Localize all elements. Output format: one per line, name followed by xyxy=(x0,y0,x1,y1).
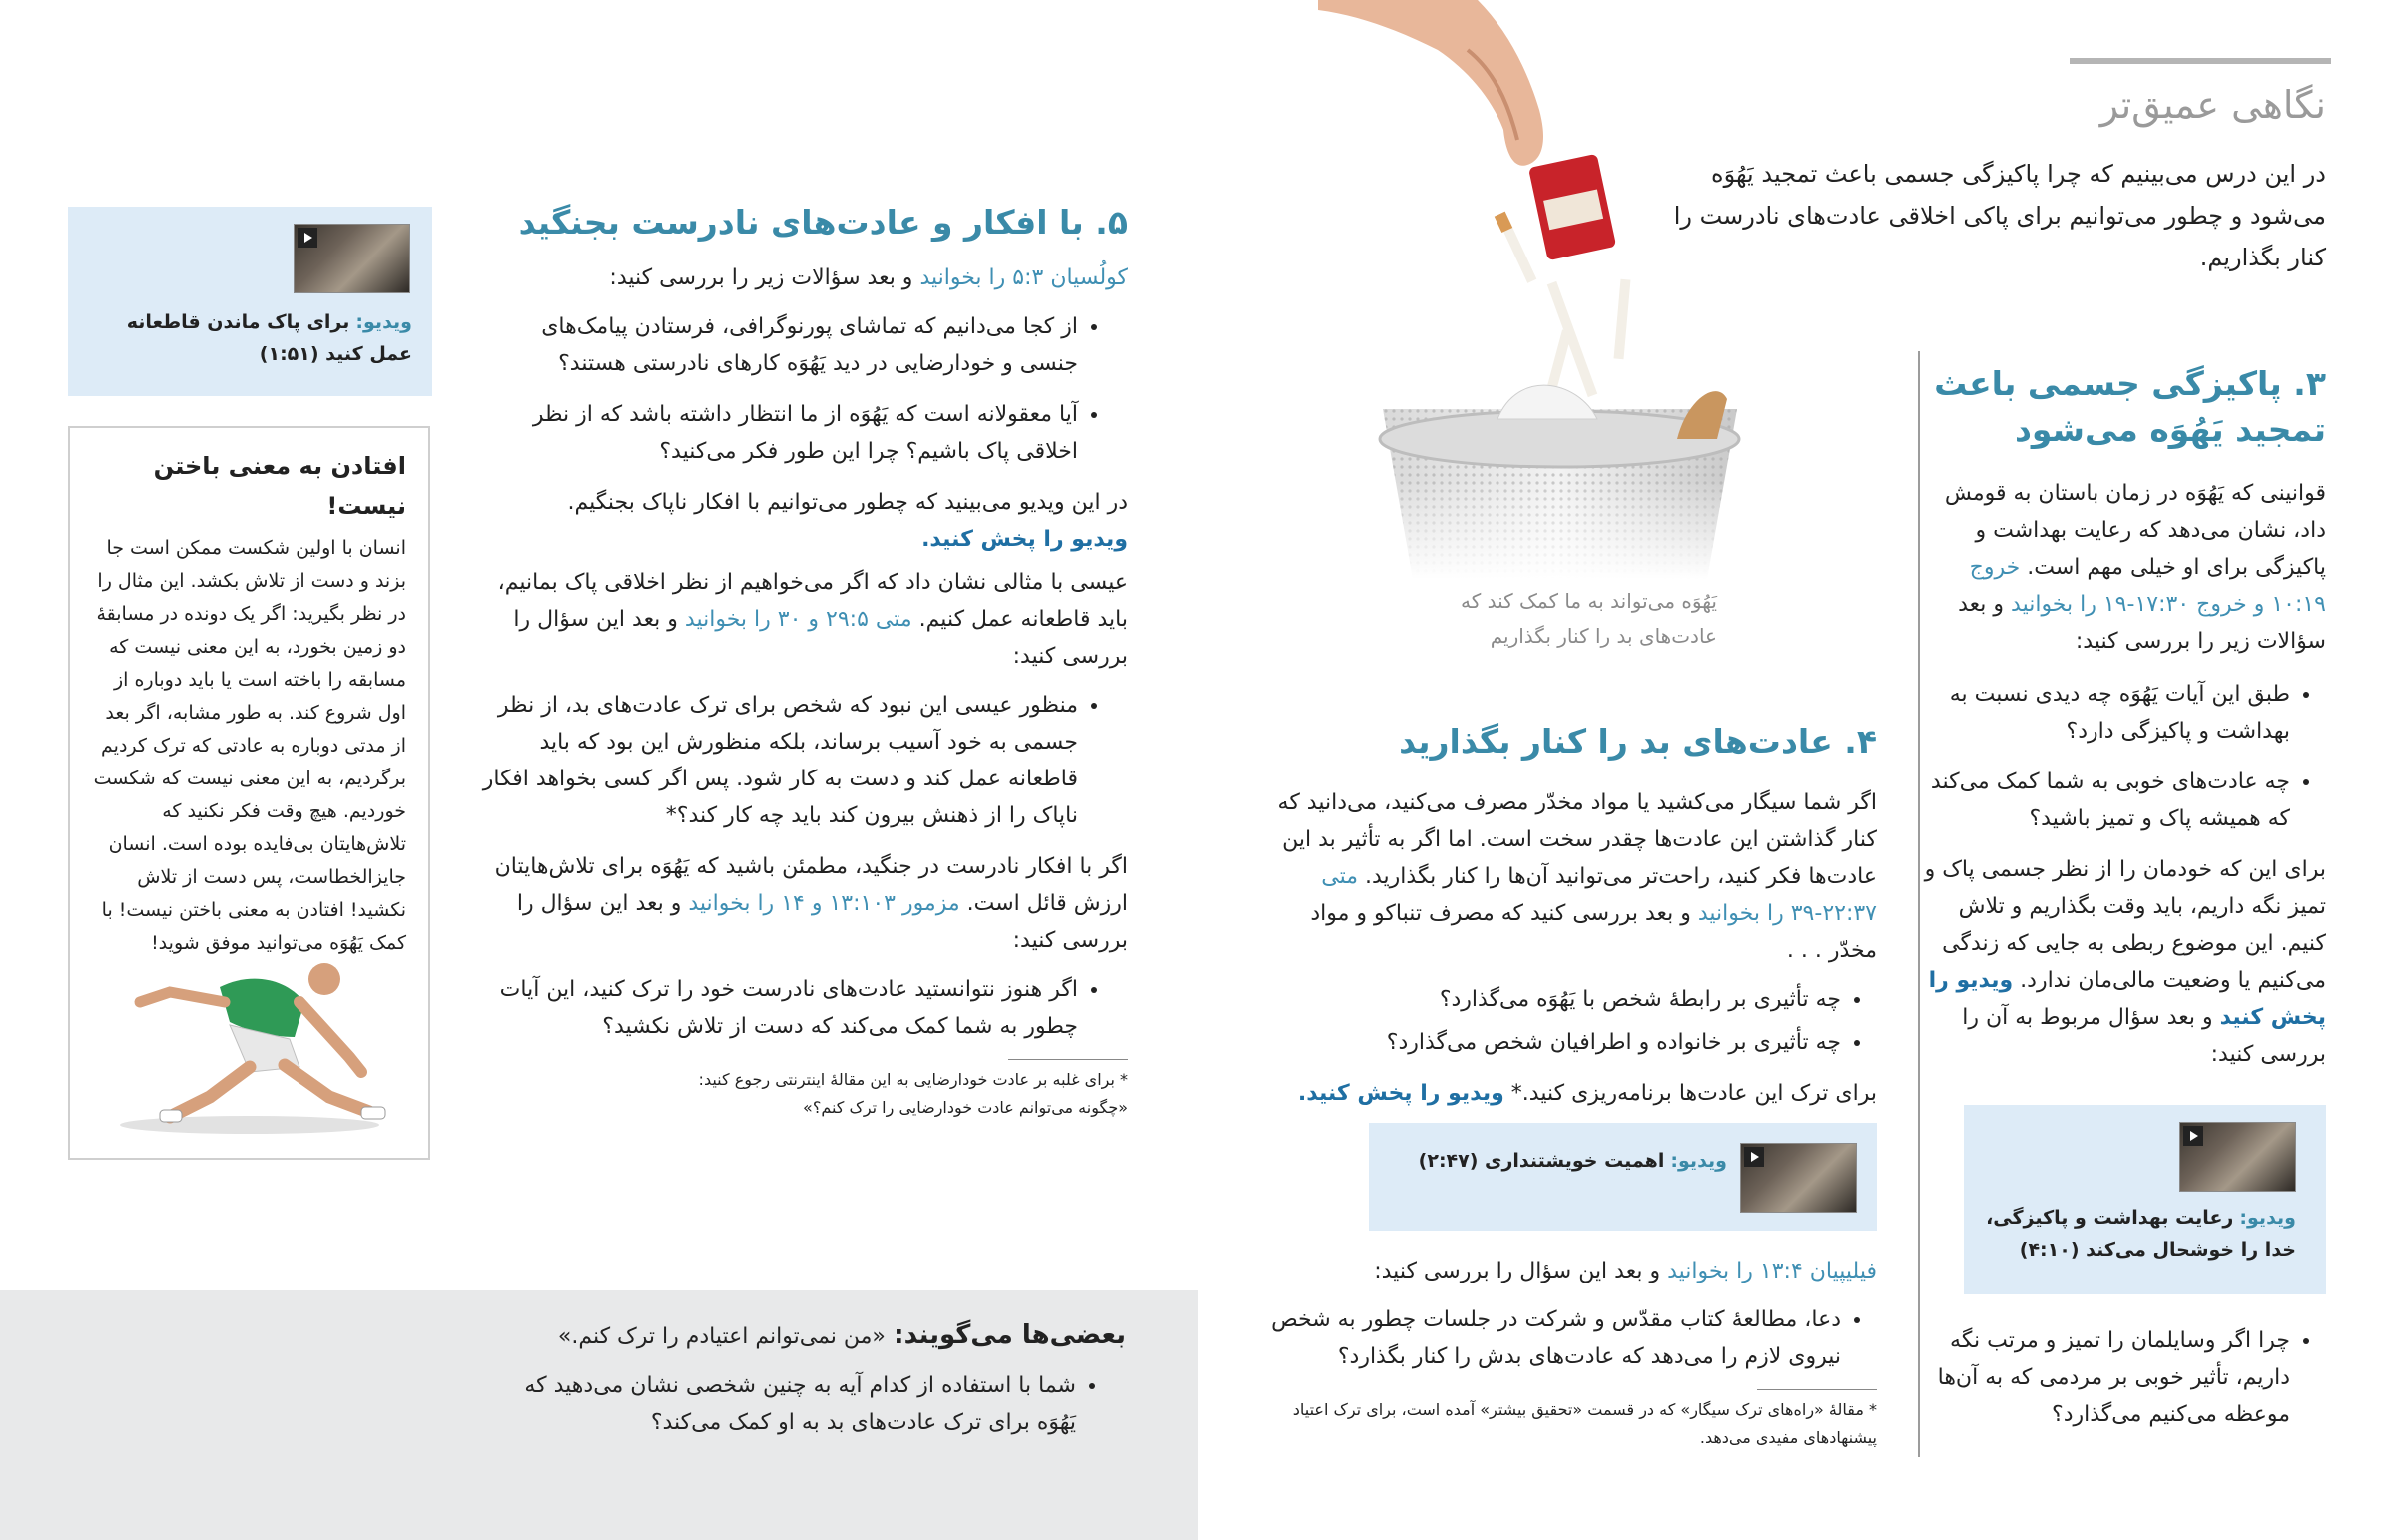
section-3-text-a: قوانینی که یَهُوَه در زمان باستان به قومش داد، نشان می‌دهد که رعایت بهداشت و پاکیزگی برای او خیلی مهم است. xyxy=(1944,481,2326,580)
video-card-self-control[interactable] xyxy=(1369,1123,1877,1231)
list-item: • چه عادت‌های خوبی به شما کمک می‌کند که همیشه پاک و تمیز باشید؟ xyxy=(1917,764,2290,837)
section-4 xyxy=(1268,719,1877,1112)
matthew-22-link[interactable]: متی ۲۲:۳۷-۳۹ را بخوانید xyxy=(1321,864,1877,926)
section-3-title: ۳. پاکیزگی جسمی باعث تمجید یَهُوَه می‌شود xyxy=(1934,364,2326,449)
play-video-button[interactable]: ویدیو را پخش کنید xyxy=(1928,968,2326,1030)
section-5-paragraph-3 xyxy=(479,564,1128,675)
some-say-bullets xyxy=(487,1367,1126,1441)
section-4-text-a: اگر شما سیگار می‌کشید یا مواد مخدّر مصرف می‌کنید، می‌دانید که کنار گذاشتن این عادت‌ها چقدر سخت است. اما اگر به تأثیر بد این عادت‌ها فکر کنید، راحت‌تر می‌توانید آن‌ها را کنار بگذارید. xyxy=(1277,790,1877,889)
some-say-label: بعضی‌ها می‌گویند: xyxy=(894,1320,1126,1350)
sidebar-box-title: افتادن به معنی باختن نیست! xyxy=(153,452,406,520)
section-5-text-e: اگر با افکار نادرست در جنگید، مطمئن باشید که یَهُوَه برای تلاش‌هایتان ارزش قائل است. xyxy=(494,854,1128,916)
section-5-bullet-3 xyxy=(479,687,1128,834)
video-thumbnail[interactable] xyxy=(1740,1143,1857,1213)
hand-icon xyxy=(1318,0,1543,166)
section-3-bullets xyxy=(1917,676,2326,837)
section-4-paragraph-2 xyxy=(1268,1075,1877,1112)
section-5-bullet-4 xyxy=(479,971,1128,1045)
philippians-link[interactable]: فیلیپیان ۱۳:۴ را بخوانید xyxy=(1667,1259,1877,1283)
play-icon[interactable] xyxy=(298,228,317,248)
video-title[interactable]: رعایت بهداشت و پاکیزگی، خدا را خوشحال می‌کند (۴:۱۰) xyxy=(1986,1207,2296,1261)
colossians-link[interactable]: کولُسیان ۵:۳ را بخوانید xyxy=(919,265,1128,290)
section-5-title: ۵. با افکار و عادت‌های نادرست بجنگید xyxy=(518,203,1128,242)
section-5-bullets xyxy=(479,308,1128,470)
section-5-footnote-1: * برای غلبه بر عادت خودارضایی به این مقالهٔ اینترنتی رجوع کنید: xyxy=(698,1070,1128,1089)
video-caption xyxy=(1977,1202,2296,1266)
header-rule xyxy=(2070,58,2331,64)
play-icon[interactable] xyxy=(1744,1147,1764,1167)
video-thumbnail[interactable] xyxy=(2179,1122,2296,1192)
psalm-link[interactable]: مزمور ۱۳:۱۰۳ و ۱۴ را بخوانید xyxy=(688,891,960,916)
footnote-rule xyxy=(1008,1059,1128,1060)
sidebar-box-text: انسان با اولین شکست ممکن است جا بزند و دست از تلاش بکشد. این مثال را در نظر بگیرید: اگر یک دونده در مسابقهٔ دو زمین بخورد، به این معنی نیست که مسابقه را باخته است یا باید دوباره از اول شروع کند. به طور مشابه، اگر بعد از مدتی دوباره به عادتی که ترک کردیم برگردیم، به این معنی نیست که شکست خوردیم. هیچ وقت فکر نکنید که تلاش‌هایتان بی‌فایده بوده است. انسان جایزالخطاست، پس دست از تلاش نکشید! افتادن به معنی باختن نیست! با کمک یَهُوَه می‌توانید موفق شوید! xyxy=(93,537,406,954)
play-video-button[interactable]: ویدیو را پخش کنید. xyxy=(1297,1081,1504,1106)
runner-illustration xyxy=(100,947,399,1137)
section-5-footnote-2: «چگونه می‌توانم عادت خودارضایی را ترک کنم؟» xyxy=(803,1098,1128,1117)
section-3-last-bullet xyxy=(1931,1322,2326,1447)
some-say-quote: «من نمی‌توانم اعتیادم را ترک کنم.» xyxy=(557,1324,886,1349)
section-4-text-d: و بعد این سؤال را بررسی کنید: xyxy=(1374,1259,1668,1283)
section-4-paragraph-3 xyxy=(1268,1253,1877,1289)
list-item: • شما با استفاده از کدام آیه به چنین شخصی نشان می‌دهید که یَهُوَه برای ترک عادت‌های بد به او کمک می‌کند؟ xyxy=(487,1367,1076,1441)
play-icon[interactable] xyxy=(2183,1126,2203,1146)
video-title[interactable]: برای پاک ماندن قاطعانه عمل کنید (۱:۵۱) xyxy=(126,311,412,365)
section-5-paragraph-4 xyxy=(479,848,1128,959)
some-say xyxy=(487,1313,1126,1455)
play-video-button[interactable]: ویدیو را پخش کنید. xyxy=(921,527,1128,552)
list-item: • آیا معقولانه است که یَهُوَه از ما انتظار داشته باشد که از نظر اخلاقی پاک باشیم؟ چرا این طور فکر می‌کنید؟ xyxy=(479,396,1078,470)
section-4-text-c: برای ترک این عادت‌ها برنامه‌ریزی کنید.* xyxy=(1503,1081,1877,1106)
list-item: • طبق این آیات یَهُوَه چه دیدی نسبت به بهداشت و پاکیزگی دارد؟ xyxy=(1917,676,2290,750)
trash-illustration xyxy=(1318,0,1817,579)
video-label: ویدیو: xyxy=(1670,1150,1727,1172)
section-4-text-b: و بعد بررسی کنید که مصرف تنباکو و مواد مخدّر . . . xyxy=(1310,901,1877,963)
section-4-bottom xyxy=(1268,1253,1877,1452)
list-item: • چه تأثیری بر رابطهٔ شخص با یَهُوَه می‌گذارد؟ xyxy=(1268,981,1841,1018)
caption-line-1: یَهُوَه می‌تواند به ما کمک کند که xyxy=(1460,589,1717,613)
video-label: ویدیو: xyxy=(2239,1207,2296,1229)
video-caption xyxy=(93,306,412,370)
list-item: • چرا اگر وسایلمان را تمیز و مرتب نگه داریم، تأثیر خوبی بر مردمی که به آن‌ها موعظه می‌کنیم می‌گذارد؟ xyxy=(1931,1322,2290,1433)
list-item: • از کجا می‌دانیم که تماشای پورنوگرافی، فرستادن پیامک‌های جنسی و خودارضایی در دید یَهُوَه کارهای نادرستی هستند؟ xyxy=(479,308,1078,382)
intro-text: در این درس می‌بینیم که چرا پاکیزگی جسمی باعث تمجید یَهُوَه می‌شود و چطور می‌توانیم برای پاکی اخلاقی عادت‌های نادرست را کنار بگذاریم. xyxy=(1673,160,2326,271)
list-item: • منظور عیسی این نبود که شخص برای ترک عادت‌های بد، از نظر جسمی به خود آسیب برساند، بلکه منظورش این بود که باید قاطعانه عمل کند و دست به کار شود. پس اگر کسی بخواهد افکار ناپاک را از ذهنش بیرون کند باید چه کار کند؟* xyxy=(479,687,1078,834)
video-title[interactable]: اهمیت خویشتنداری (۲:۴۷) xyxy=(1418,1150,1665,1172)
section-3-text-b: و بعد سؤالات زیر را بررسی کنید: xyxy=(1958,592,2326,654)
section-4-paragraph xyxy=(1268,784,1877,969)
video-card-hygiene[interactable] xyxy=(1964,1105,2326,1294)
section-4-title: ۴. عادت‌های بد را کنار بگذارید xyxy=(1399,722,1877,761)
footnote-rule xyxy=(1757,1389,1877,1390)
section-5-text-f: و بعد این سؤال را بررسی کنید: xyxy=(516,891,1128,953)
section-4-bullets xyxy=(1268,981,1877,1061)
some-say-heading xyxy=(487,1313,1126,1359)
sidebar-box xyxy=(68,426,430,1160)
page-title: نگاهی عمیق‌تر xyxy=(2099,83,2326,127)
section-5-text-a: و بعد سؤالات زیر را بررسی کنید: xyxy=(609,265,920,290)
image-caption xyxy=(1338,584,1717,654)
list-item: • دعا، مطالعهٔ کتاب مقدّس و شرکت در جلسات چطور به شخص نیروی لازم را می‌دهد که عادت‌های بدش را کنار بگذارد؟ xyxy=(1268,1301,1841,1375)
section-5-paragraph-2 xyxy=(479,484,1128,558)
exodus-link[interactable]: خروج ۱۰:۱۹ و خروج ۱۷:۳۰-۱۹ را بخوانید xyxy=(1969,555,2326,617)
section-5-text-d: و بعد این سؤال را بررسی کنید: xyxy=(513,607,1128,669)
video-card-stay-clean[interactable] xyxy=(68,207,432,396)
video-thumbnail[interactable] xyxy=(294,224,410,293)
section-3 xyxy=(1917,361,2326,1073)
section-3-text-c: برای این که خودمان را از نظر جسمی پاک و تمیز نگه داریم، باید وقت بگذاریم و تلاش کنیم. این موضوع ربطی به جایی که زندگی می‌کنیم یا وضعیت مالی‌مان ندارد. xyxy=(1924,857,2326,993)
section-5 xyxy=(479,200,1128,1122)
section-5-text-c: عیسی با مثالی نشان داد که اگر می‌خواهیم از نظر اخلاقی پاک بمانیم، باید قاطعانه عمل کنیم. xyxy=(497,570,1128,632)
section-3-text-d: و بعد سؤال مربوط به آن را بررسی کنید: xyxy=(1962,1005,2326,1067)
matthew-5-link[interactable]: متی ۲۹:۵ و ۳۰ را بخوانید xyxy=(684,607,912,632)
caption-line-2: عادت‌های بد را کنار بگذاریم xyxy=(1490,624,1717,648)
section-5-text-b: در این ویدیو می‌بینید که چطور می‌توانیم با افکار ناپاک بجنگیم. xyxy=(567,490,1128,515)
video-label: ویدیو: xyxy=(355,311,412,333)
list-item: • اگر هنوز نتوانستید عادت‌های نادرست خود را ترک کنید، این آیات چطور به شما کمک می‌کند که دست از تلاش نکشید؟ xyxy=(479,971,1078,1045)
list-item: • چه تأثیری بر خانواده و اطرافیان شخص می‌گذارد؟ xyxy=(1268,1024,1841,1061)
video-caption xyxy=(1388,1145,1727,1177)
section-4-footnote: * مقالهٔ «راه‌های ترک سیگار» که در قسمت «تحقیق بیشتر» آمده است، برای ترک اعتیاد پیشنهادهای مفیدی می‌دهد. xyxy=(1292,1400,1877,1447)
section-3-paragraph xyxy=(1917,475,2326,660)
section-3-paragraph-2 xyxy=(1917,851,2326,1073)
cigarette-pack-icon xyxy=(1528,154,1616,260)
section-5-paragraph xyxy=(479,259,1128,296)
section-4-last-bullet xyxy=(1268,1301,1877,1375)
